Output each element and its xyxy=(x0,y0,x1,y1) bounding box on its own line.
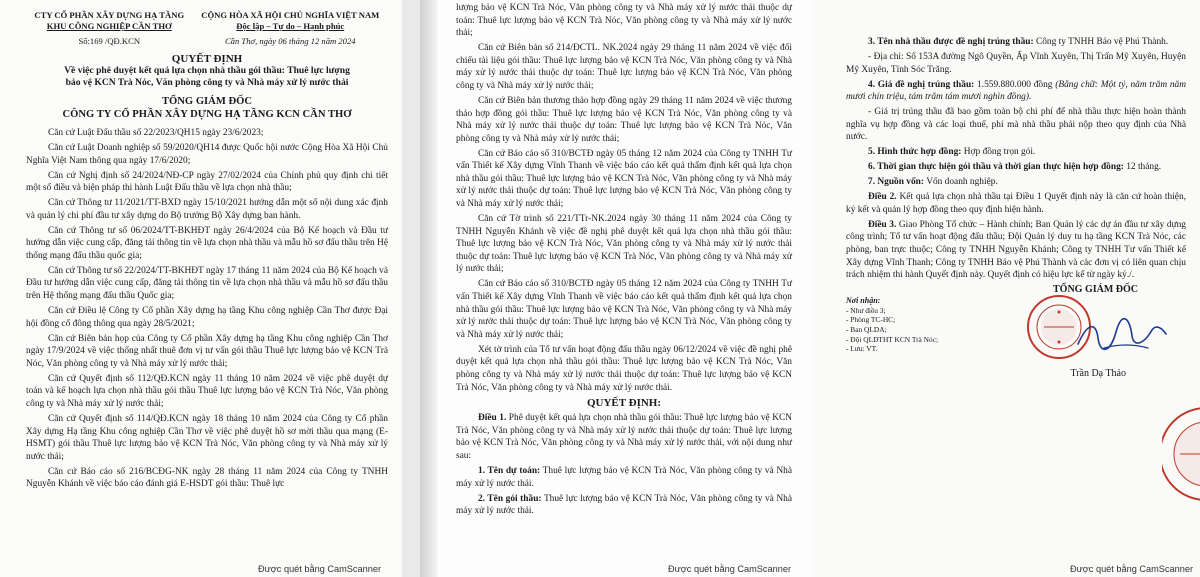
decision-subtitle xyxy=(26,65,388,89)
item-label: 2. Tên gói thầu: xyxy=(478,493,542,504)
article-1-item-7 xyxy=(846,176,1186,189)
paragraph: Xét tờ trình của Tổ tư vấn hoạt động đấu thầu ngày 06/12/2024 về việc đề nghị phê duyệt kết quả lựa chọn nhà thầu gói thầu: Thuê lực lượng bảo vệ KCN Trà Nóc, Văn phòng công ty và Nhà máy xử lý nước thải thuộc dự toán: Thuê lực lượng bảo vệ KCN Trà Nóc, Văn phòng công ty và Nhà máy xử lý nước thải. xyxy=(456,344,792,393)
scanner-watermark: Được quét bằng CamScanner xyxy=(1070,564,1193,574)
paragraph: Căn cứ Quyết định số 114/QĐ.KCN ngày 18 tháng 10 năm 2024 của Công ty Cổ phần Xây dựng Hạ tầng Khu công nghiệp Cần Thơ về việc phê duyệt hồ sơ mời thầu qua mạng (E-HSMT) gói thầu Thuê lực lượng bảo vệ KCN Trà Nóc, Văn phòng công ty và Nhà máy xử lý nước thải; xyxy=(26,413,388,462)
document-date: Cần Thơ, ngày 06 tháng 12 năm 2024 xyxy=(224,36,356,46)
recipient-item: - Phòng TC-HC; xyxy=(846,315,896,325)
paragraph: lượng bảo vệ KCN Trà Nóc, Văn phòng công ty và Nhà máy xử lý nước thải thuộc dự toán: Thuê lực lượng bảo vệ KCN Trà Nóc, Văn phòng công ty và Nhà máy xử lý nước thải; xyxy=(456,3,792,39)
scanner-watermark: Được quét bằng CamScanner xyxy=(258,564,381,574)
paragraph: Căn cứ Nghị định số 24/2024/NĐ-CP ngày 27/02/2024 của Chính phủ quy định chi tiết một số điều và biện pháp thi hành Luật Đấu thầu về lựa chọn nhà thầu; xyxy=(26,170,388,194)
paragraph: Căn cứ Biên bản thương thảo hợp đồng ngày 29 tháng 11 năm 2024 về việc thương thảo hợp đồng gói thầu: Thuê lực lượng bảo vệ KCN Trà Nóc, Văn phòng công ty và Nhà máy xử lý nước thải thuộc dự toán: Thuê lực lượng bảo vệ KCN Trà Nóc, Văn phòng công ty và Nhà máy xử lý nước thải; xyxy=(456,95,792,144)
edge-seal-icon xyxy=(1162,404,1200,504)
paragraph: Căn cứ Quyết định số 112/QĐ.KCN ngày 11 tháng 10 năm 2024 về việc phê duyệt dự toán và kế hoạch lựa chọn nhà thầu gói thầu Thuê lực lượng bảo vệ KCN Trà Nóc, Văn phòng công ty và Nhà máy xử lý nước thải; xyxy=(26,373,388,409)
article-1-item-2 xyxy=(456,493,792,518)
paragraph: Căn cứ Thông tư số 22/2024/TT-BKHĐT ngày 17 tháng 11 năm 2024 của Bộ Kế hoạch và Đầu tư hướng dẫn việc cung cấp, đăng tải thông tin về lựa chọn nhà thầu và mẫu hồ sơ đấu thầu trên Hệ thống mạng đấu thầu Quốc gia; xyxy=(26,265,388,302)
article-1-item-4 xyxy=(846,79,1186,104)
price-note: - Giá trị trúng thầu đã bao gồm toàn bộ chi phí để nhà thầu thực hiện hoàn thành nghĩa vụ hợp đồng và các loại thuế, phí mà nhà thầu phải nộp theo quy định của Nhà nước. xyxy=(846,107,1186,143)
nation-title: CỘNG HÒA XÃ HỘI CHỦ NGHĨA VIỆT NAM xyxy=(201,10,380,20)
document-number: Số:169 /QĐ.KCN xyxy=(78,36,141,46)
item-value: 1.559.880.000 đồng xyxy=(974,79,1056,90)
paragraph: Căn cứ Báo cáo số 216/BCĐG-NK ngày 28 tháng 11 năm 2024 của Công ty TNHH Nguyễn Khánh về việc báo cáo đánh giá E-HSDT gói thầu: Thuê lực xyxy=(26,466,388,490)
signer-name: Trần Dạ Thảo xyxy=(1070,368,1126,380)
article-1 xyxy=(456,412,792,462)
document-page-3 xyxy=(812,0,1200,577)
paragraph: Căn cứ Biên bản số 214/ĐCTL. NK.2024 ngày 29 tháng 11 năm 2024 về việc đối chiếu tài liệu gói thầu: Thuê lực lượng bảo vệ KCN Trà Nóc, Văn phòng công ty và Nhà máy xử lý nước thải thuộc dự toán: Thuê lực lượng bảo vệ KCN Trà Nóc, Văn phòng công ty và Nhà máy xử lý nước thải; xyxy=(456,43,792,91)
document-page-1 xyxy=(0,0,402,577)
company-name: CTY CỔ PHẦN XÂY DỰNG HẠ TẦNG xyxy=(34,10,185,20)
recipient-item: - Lưu: VT. xyxy=(846,344,878,354)
item-label: 3. Tên nhà thầu được đề nghị trúng thầu: xyxy=(868,37,1034,47)
article-1-item-6 xyxy=(846,161,1186,174)
signature-block xyxy=(846,284,1186,392)
issuer-block xyxy=(26,95,388,121)
company-name-line2: KHU CÔNG NGHIỆP CẦN THƠ xyxy=(46,21,172,31)
article-2-text: Kết quả lựa chọn nhà thầu tại Điều 1 Quyết định này là căn cứ hoàn thiện, ký kết và quản lý hợp đồng theo quy định hiện hành. xyxy=(846,192,1187,215)
recipient-item: - Đội QLDTHT KCN Trà Nóc; xyxy=(846,334,939,344)
handwritten-signature-icon xyxy=(1074,314,1170,356)
item-text: Công ty TNHH Bảo vệ Phú Thành. xyxy=(1033,37,1169,47)
item-label: 4. Giá đề nghị trúng thầu: xyxy=(868,79,975,90)
item-label: 1. Tên dự toán: xyxy=(478,465,541,476)
item-text: Thuê lực lượng bảo vệ KCN Trà Nóc, Văn phòng công ty và Nhà máy xử lý nước thải. xyxy=(456,493,792,517)
issuer-company: CÔNG TY CỔ PHẦN XÂY DỰNG HẠ TẦNG KCN CẦN THƠ xyxy=(62,109,352,120)
page-fold-shadow xyxy=(420,0,438,577)
paragraph: Căn cứ Luật Doanh nghiệp số 59/2020/QH14 được Quốc hội nước Cộng Hòa Xã Hội Chủ Nghĩa Việt Nam thông qua ngày 17/6/2020; xyxy=(26,142,388,166)
paragraph: Căn cứ Báo cáo số 310/BCTĐ ngày 05 tháng 12 năm 2024 của Công ty TNHH Tư vấn Thiết kế Xây dựng Vĩnh Thanh về việc báo cáo kết quả thẩm định kết quả lựa chọn nhà thầu gói thầu: Thuê lực lượng bảo vệ KCN Trà Nóc, Văn phòng công ty và Nhà máy xử lý nước thải thuộc dự toán: Thuê lực lượng bảo vệ KCN Trà Nóc, Văn phòng công ty và Nhà máy xử lý nước thải; xyxy=(456,148,792,210)
article-1-item-5 xyxy=(846,146,1186,159)
article-1-item-3 xyxy=(846,36,1186,49)
item-label: 7. Nguồn vốn: xyxy=(868,177,925,188)
article-3-label: Điều 3. xyxy=(868,219,897,230)
document-page-2 xyxy=(420,0,812,577)
item-label: 5. Hình thức hợp đồng: xyxy=(868,147,962,158)
item-label: 6. Thời gian thực hiện gói thầu và thời gian thực hiện hợp đồng: xyxy=(868,162,1124,173)
decision-heading: QUYẾT ĐỊNH: xyxy=(586,397,662,410)
item-value-words: (Bằng chữ: Một tỷ, năm trăm năm mươi chín triệu, tám trăm tám mươi nghìn đồng). xyxy=(846,79,1187,103)
contractor-address: - Địa chỉ: Số 153A đường Ngô Quyền, Ấp Vĩnh Xuyên, Thị Trấn Mỹ Xuyên, Huyện Mỹ Xuyên, Tỉnh Sóc Trăng. xyxy=(846,51,1186,75)
nation-motto: Độc lập – Tự do – Hạnh phúc xyxy=(236,21,345,31)
paragraph: Căn cứ Biên bản họp của Công ty Cổ phần Xây dựng hạ tầng Khu công nghiệp Cần Thơ ngày 17/9/2024 về việc thống nhất thuê đơn vị tư vấn gói thầu Thuê lực lượng bảo vệ KCN Trà Nóc, Văn phòng công ty và Nhà máy xử lý nước thải; xyxy=(26,333,388,369)
article-1-text: Phê duyệt kết quả lựa chọn nhà thầu gói thầu: Thuê lực lượng bảo vệ KCN Trà Nóc, Văn phòng công ty và Nhà máy xử lý nước thải thuộc dự toán: Thuê lực lượng bảo vệ KCN Trà Nóc, Văn phòng công ty và Nhà máy xử lý nước thải, với nội dung như sau: xyxy=(456,413,792,461)
article-2-label: Điều 2. xyxy=(868,192,897,203)
decision-subtitle-line2: bảo vệ KCN Trà Nóc, Văn phòng công ty và Nhà máy xử lý nước thải xyxy=(65,77,349,88)
article-1-item-1 xyxy=(456,465,792,490)
paragraph: Căn cứ Thông tư 11/2021/TT-BXD ngày 15/10/2021 hướng dẫn một số nội dung xác định và quản lý chi phí đầu tư xây dựng do Bộ trưởng Bộ Xây dựng ban hành. xyxy=(26,198,388,221)
article-3-text: Giao Phòng Tổ chức – Hành chính; Ban Quản lý các dự án đầu tư xây dựng công trình; Tổ tư vấn hoạt động đấu thầu; Đội Quản lý duy tu hạ tầng KCN Trà Nóc, các phòng, ban trực thuộc; Công ty TNHH Nguyễn Khánh; Công ty TNHH Tư vấn Thiết kế Xây dựng Vĩnh Thanh; Công ty TNHH Bảo vệ Phú Thành và các đơn vị có liên quan chịu trách nhiệm thi hành Quyết định này. Quyết định có hiệu lực kể từ ngày ký./. xyxy=(846,219,1186,281)
paragraph: Căn cứ Điều lệ Công ty Cổ phần Xây dựng hạ tầng Khu công nghiệp Cần Thơ được Đại hội đồng cổ đông thông qua ngày 28/5/2021; xyxy=(26,306,388,329)
article-1-label: Điều 1. xyxy=(478,413,507,424)
legal-basis-list xyxy=(26,127,388,491)
item-text: Thuê lực lượng bảo vệ KCN Trà Nóc, Văn phòng công ty và Nhà máy xử lý nước thải. xyxy=(456,465,792,489)
item-text: 12 tháng. xyxy=(1123,162,1162,173)
recipient-item: - Như điều 3; xyxy=(846,305,886,315)
decision-subtitle-line1: Về việc phê duyệt kết quả lựa chọn nhà thầu gói thầu: Thuê lực lượng xyxy=(64,65,350,76)
document-header xyxy=(26,10,388,47)
article-2 xyxy=(846,191,1186,216)
issuer-title: TỔNG GIÁM ĐỐC xyxy=(161,96,253,107)
item-text: Hợp đồng trọn gói. xyxy=(961,147,1036,158)
article-3 xyxy=(846,219,1186,282)
item-text: Vốn doanh nghiệp. xyxy=(924,177,998,188)
recipient-item: - Ban QLDA; xyxy=(846,324,887,334)
decision-title: QUYẾT ĐỊNH xyxy=(171,53,243,65)
scanner-watermark: Được quét bằng CamScanner xyxy=(668,564,791,574)
paragraph: Căn cứ Tờ trình số 221/TTr-NK.2024 ngày 30 tháng 11 năm 2024 của Công ty TNHH Nguyễn Khánh về việc đề nghị phê duyệt kết quả lựa chọn nhà thầu gói thầu: Thuê lực lượng bảo vệ KCN Trà Nóc, Văn phòng công ty và Nhà máy xử lý nước thải thuộc dự toán: Thuê lực lượng bảo vệ KCN Trà Nóc, Văn phòng công ty và Nhà máy xử lý nước thải; xyxy=(456,214,792,275)
paragraph: Căn cứ Thông tư số 06/2024/TT-BKHĐT ngày 26/4/2024 của Bộ Kế hoạch và Đầu tư hướng dẫn việc cung cấp, đăng tải thông tin về lựa chọn nhà thầu và mẫu hồ sơ đấu thầu trên Hệ thống mạng đấu thầu quốc gia; xyxy=(26,225,388,261)
paragraph: Căn cứ Báo cáo số 310/BCTĐ ngày 05 tháng 12 năm 2024 của Công ty TNHH Tư vấn Thiết kế Xây dựng Vĩnh Thanh về việc báo cáo kết quả thẩm định kết quả lựa chọn nhà thầu gói thầu: Thuê lực lượng bảo vệ KCN Trà Nóc, Văn phòng công ty và Nhà máy xử lý nước thải thuộc dự toán: Thuê lực lượng bảo vệ KCN Trà Nóc, Văn phòng công ty và Nhà máy xử lý nước thải; xyxy=(456,279,792,340)
recipients-list xyxy=(846,296,938,354)
recipients-header: Nơi nhận: xyxy=(846,296,881,306)
signer-title: TỔNG GIÁM ĐỐC xyxy=(1053,284,1138,296)
paragraph: Căn cứ Luật Đấu thầu số 22/2023/QH15 ngày 23/6/2023; xyxy=(48,128,264,138)
